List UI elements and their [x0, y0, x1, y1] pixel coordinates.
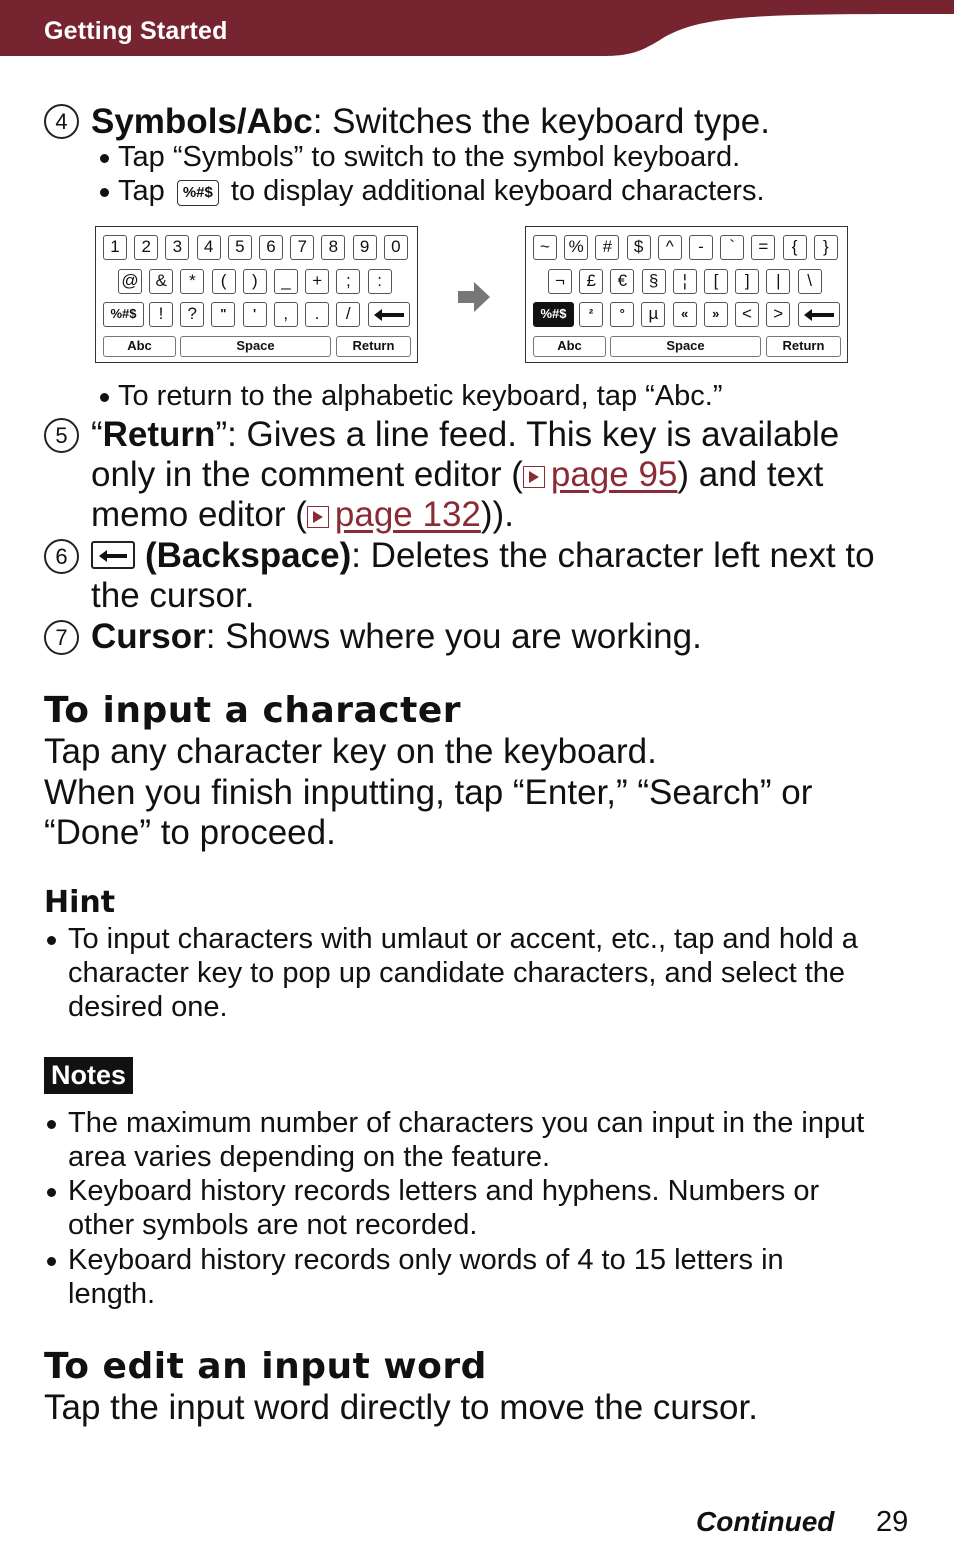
item6-term: (Backspace)	[145, 536, 352, 575]
keyboard-key: {	[783, 235, 807, 260]
item7-desc: : Shows where you are working.	[205, 617, 702, 656]
item4-bullet1: Tap “Symbols” to switch to the symbol keyboard.	[118, 141, 741, 173]
input-section-line3: “Done” to proceed.	[44, 813, 336, 852]
keyboard-key: €	[610, 269, 634, 294]
continued-label: Continued	[696, 1506, 835, 1537]
keyboard-key: @	[118, 269, 142, 294]
keyboard-key: /	[336, 302, 360, 327]
item5-close-quote: ”	[215, 415, 228, 454]
keyboard-key: [	[704, 269, 728, 294]
note2-line2: other symbols are not recorded.	[68, 1209, 478, 1241]
keyboard-key: !	[149, 302, 173, 327]
keyboard-key: $	[627, 235, 651, 260]
note2-line1: Keyboard history records letters and hyphens. Numbers or	[68, 1175, 820, 1207]
keyboard-key: 3	[165, 235, 189, 260]
keyboard-key: ¬	[548, 269, 572, 294]
header-band	[0, 0, 954, 58]
item5-line3	[91, 495, 514, 535]
item-number-6: 6	[44, 539, 79, 574]
bullet	[47, 1257, 56, 1266]
page-number: 29	[876, 1506, 909, 1538]
edit-section-title: To edit an input word	[44, 1346, 487, 1387]
keyboard-key: §	[642, 269, 666, 294]
keyboard-key: %#$	[533, 302, 574, 327]
item4-bullet2-pre: Tap	[118, 175, 165, 207]
keyboard-key: 5	[228, 235, 252, 260]
keyboard-key: +	[305, 269, 329, 294]
item5-line3-pre: memo editor (	[91, 495, 307, 534]
keyboard-key: \	[798, 269, 822, 294]
page-reference-icon	[523, 466, 545, 488]
keyboard-key: _	[274, 269, 298, 294]
note3-line1: Keyboard history records only words of 4 to 15 letters in	[68, 1244, 784, 1276]
item5-line1-rest: : Gives a line feed. This key is available	[227, 415, 840, 454]
backspace-key-icon	[368, 302, 410, 327]
keyboard-key: %#$	[103, 302, 144, 327]
keyboard-key: `	[720, 235, 744, 260]
backspace-key-icon	[798, 302, 840, 327]
item5-line2-pre: only in the comment editor (	[91, 455, 523, 494]
hint-line3: desired one.	[68, 991, 228, 1023]
bullet	[47, 1120, 56, 1129]
bullet	[100, 393, 109, 402]
keyboard-key: &	[149, 269, 173, 294]
keyboard-key: }	[814, 235, 838, 260]
symbols-key-icon: %#$	[177, 180, 219, 206]
keyboard-key: ]	[735, 269, 759, 294]
item5-term: Return	[102, 415, 216, 454]
keyboard-key: 4	[197, 235, 221, 260]
keyboard-key: "	[211, 302, 235, 327]
keyboard-key: £	[579, 269, 603, 294]
notes-badge: Notes	[44, 1057, 133, 1094]
item4-bullet2-post: to display additional keyboard characters.	[230, 175, 765, 207]
bullet	[100, 188, 109, 197]
keyboard-key: ^	[658, 235, 682, 260]
note3-line2: length.	[68, 1278, 156, 1310]
keyboard-key: %	[564, 235, 588, 260]
keyboard-key: >	[766, 302, 790, 327]
keyboard-key: «	[673, 302, 697, 327]
extended-symbol-keyboard-illustration	[525, 226, 848, 363]
keyboard-key: 1	[103, 235, 127, 260]
keyboard-key: (	[212, 269, 236, 294]
keyboard-key: #	[595, 235, 619, 260]
item-number-5: 5	[44, 418, 79, 453]
space-key: Space	[610, 336, 761, 357]
item6-line2: the cursor.	[91, 576, 255, 615]
keyboard-key: )	[243, 269, 267, 294]
keyboard-key: -	[689, 235, 713, 260]
item4-bullet3: To return to the alphabetic keyboard, tap “Abc.”	[118, 380, 723, 412]
backspace-key-icon	[91, 541, 135, 569]
abc-key: Abc	[103, 336, 176, 357]
item7-line	[91, 617, 702, 657]
item-number-7: 7	[44, 620, 79, 655]
item5-line3-post: )).	[480, 495, 514, 534]
hint-line2: character key to pop up candidate characters, and select the	[68, 957, 846, 989]
keyboard-key: 7	[290, 235, 314, 260]
item6-line1	[91, 536, 875, 576]
keyboard-key: ;	[336, 269, 360, 294]
abc-key: Abc	[533, 336, 606, 357]
item6-line1-rest: : Deletes the character left next to	[351, 536, 875, 575]
keyboard-key: °	[610, 302, 634, 327]
keyboard-key: ~	[533, 235, 557, 260]
keyboard-key: .	[305, 302, 329, 327]
alphabet-symbol-keyboard-illustration	[95, 226, 418, 363]
keyboard-key: 2	[134, 235, 158, 260]
keyboard-key: |	[766, 269, 790, 294]
space-key: Space	[180, 336, 331, 357]
bullet	[47, 936, 56, 945]
edit-section-line1: Tap the input word directly to move the cursor.	[44, 1388, 758, 1427]
keyboard-key: »	[704, 302, 728, 327]
item5-line2-post: ) and text	[677, 455, 824, 494]
item4-bullet2	[118, 174, 765, 208]
return-key: Return	[336, 336, 411, 357]
keyboard-key: <	[735, 302, 759, 327]
input-section-title: To input a character	[44, 690, 462, 731]
item4-heading	[91, 102, 770, 142]
keyboard-key: 0	[384, 235, 408, 260]
item-number-4: 4	[44, 104, 79, 139]
item4-term: Symbols/Abc	[91, 102, 313, 141]
item5-line1	[91, 415, 839, 455]
bullet	[100, 154, 109, 163]
keyboard-key: :	[368, 269, 392, 294]
hint-title: Hint	[44, 885, 116, 920]
item7-term: Cursor	[91, 617, 206, 656]
link-page-132[interactable]: page 132	[334, 495, 481, 534]
input-section-line2: When you finish inputting, tap “Enter,” “Search” or	[44, 773, 813, 812]
keyboard-key: =	[751, 235, 775, 260]
keyboard-key: '	[243, 302, 267, 327]
keyboard-key: ?	[180, 302, 204, 327]
note1-line1: The maximum number of characters you can input in the input	[68, 1107, 865, 1139]
section-title: Getting Started	[44, 17, 228, 45]
right-arrow-icon	[458, 282, 492, 312]
keyboard-key: ²	[579, 302, 603, 327]
item4-desc: : Switches the keyboard type.	[312, 102, 770, 141]
keyboard-key: 9	[353, 235, 377, 260]
hint-line1: To input characters with umlaut or accent, etc., tap and hold a	[68, 923, 858, 955]
item5-line2	[91, 455, 823, 495]
item5-open-quote: “	[91, 415, 103, 454]
link-page-95[interactable]: page 95	[550, 455, 678, 494]
bullet	[47, 1188, 56, 1197]
return-key: Return	[766, 336, 841, 357]
page-reference-icon	[307, 506, 329, 528]
input-section-line1: Tap any character key on the keyboard.	[44, 732, 657, 771]
note1-line2: area varies depending on the feature.	[68, 1141, 551, 1173]
keyboard-key: ,	[274, 302, 298, 327]
keyboard-key: µ	[641, 302, 665, 327]
keyboard-key: 6	[259, 235, 283, 260]
keyboard-key: ¦	[673, 269, 697, 294]
keyboard-key: *	[180, 269, 204, 294]
keyboard-key: 8	[321, 235, 345, 260]
